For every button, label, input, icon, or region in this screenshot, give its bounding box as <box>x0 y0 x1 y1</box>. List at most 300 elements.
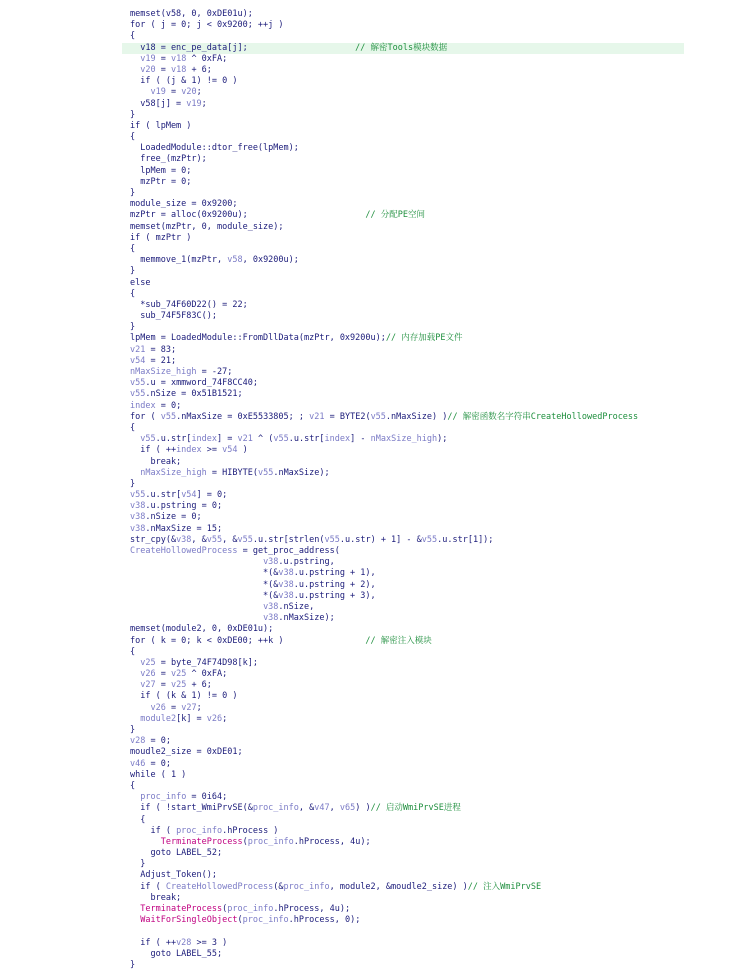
code-line[interactable] <box>0 199 744 210</box>
code-line[interactable] <box>0 870 744 881</box>
variable-token: v38 <box>130 523 146 534</box>
code-text: while ( 1 ) <box>130 769 187 780</box>
code-line[interactable] <box>0 54 744 65</box>
code-text <box>130 557 263 567</box>
variable-token: v55 <box>160 411 177 422</box>
code-line[interactable] <box>0 893 744 904</box>
code-text: = 0; <box>145 758 171 769</box>
variable-token: v38 <box>130 501 146 512</box>
code-text: ; <box>196 87 202 98</box>
variable-token: v18 <box>170 53 187 64</box>
code-text: v58[j] = <box>130 98 187 109</box>
code-text <box>130 904 140 914</box>
code-text: if ( mzPtr ) <box>130 232 192 243</box>
variable-token: index <box>130 400 156 411</box>
code-line[interactable] <box>0 568 744 579</box>
code-text <box>130 714 140 724</box>
code-line[interactable] <box>0 166 744 177</box>
code-line[interactable] <box>0 859 744 870</box>
variable-token: proc_info <box>140 792 187 803</box>
variable-token: v38 <box>278 568 294 579</box>
api-call-token: TerminateProcess <box>140 904 223 914</box>
code-text: { <box>130 814 146 825</box>
code-text: = byte_74F74D98[k]; <box>155 657 258 668</box>
code-line[interactable] <box>0 680 744 691</box>
code-text: .u.str[ <box>155 434 192 445</box>
code-text: ; <box>196 702 202 713</box>
variable-token: v55 <box>257 467 274 478</box>
code-text: = <box>155 680 171 691</box>
code-line[interactable] <box>0 423 744 434</box>
code-text: .u.str[1]); <box>437 534 494 545</box>
variable-token: v20 <box>181 87 197 98</box>
variable-token: v26 <box>140 669 156 680</box>
code-line[interactable] <box>0 960 744 971</box>
code-text: .nMaxSize) ) <box>385 411 448 422</box>
code-line[interactable] <box>0 20 744 31</box>
code-text: lpMem = LoadedModule::FromDllData(mzPtr, 0x9200u); <box>130 333 386 344</box>
code-text: = 21; <box>145 355 177 366</box>
variable-token: v19 <box>140 53 156 64</box>
variable-token: index <box>176 445 202 456</box>
code-line[interactable] <box>0 9 744 20</box>
comment-token: // 分配PE空间 <box>365 210 425 221</box>
code-line[interactable] <box>0 714 744 725</box>
code-text: } <box>130 322 136 333</box>
code-text <box>130 837 161 847</box>
variable-token: v55 <box>206 534 223 545</box>
code-line[interactable] <box>0 143 744 154</box>
variable-token: CreateHollowedProcess <box>130 546 238 556</box>
variable-token: index <box>191 434 218 445</box>
code-text: >= <box>201 445 223 456</box>
code-text <box>130 703 150 713</box>
variable-token: proc_info <box>227 904 274 914</box>
variable-token: v21 <box>237 434 253 445</box>
code-line[interactable] <box>0 345 744 356</box>
code-text: .u.str[ <box>288 434 325 445</box>
code-text: .u.pstring + 1), <box>293 568 376 579</box>
code-line[interactable] <box>0 703 744 714</box>
code-text <box>130 65 140 75</box>
code-line[interactable] <box>0 434 744 445</box>
code-text: { <box>130 646 136 657</box>
code-line[interactable] <box>0 647 744 658</box>
code-text: ) <box>237 445 248 456</box>
code-text: } <box>130 859 146 870</box>
code-line[interactable] <box>0 99 744 110</box>
code-text: ] - <box>350 434 371 445</box>
code-text: lpMem = 0; <box>130 165 192 176</box>
pseudocode-view[interactable] <box>0 9 744 971</box>
code-line[interactable] <box>0 524 744 535</box>
variable-token: CreateHollowedProcess <box>165 881 274 892</box>
code-text: + 6; <box>186 64 212 75</box>
code-text: ^ 0xFA; <box>186 53 228 64</box>
code-text: { <box>130 31 136 42</box>
code-line[interactable] <box>0 322 744 333</box>
code-line[interactable] <box>0 412 744 423</box>
code-text: if ( <box>130 881 166 892</box>
code-line[interactable] <box>0 747 744 758</box>
code-text: = 0i64; <box>186 792 228 803</box>
variable-token: proc_info <box>252 803 299 814</box>
code-text: for ( j = 0; j < 0x9200; ++j ) <box>130 20 284 31</box>
code-text: = 83; <box>145 344 177 355</box>
code-line[interactable] <box>0 781 744 792</box>
code-text: (& <box>273 881 284 892</box>
code-line[interactable] <box>0 557 744 568</box>
code-text: = HIBYTE( <box>206 467 258 478</box>
code-text: [k] = <box>176 713 207 724</box>
code-line[interactable] <box>0 266 744 277</box>
code-text: for ( k = 0; k < 0xDE00; ++k ) <box>130 635 366 646</box>
code-text: } <box>130 188 136 198</box>
variable-token: v28 <box>176 937 192 948</box>
code-line[interactable] <box>0 815 744 826</box>
code-line[interactable] <box>0 289 744 300</box>
code-line[interactable] <box>0 110 744 121</box>
code-line[interactable] <box>0 177 744 188</box>
variable-token: nMaxSize_high <box>130 367 197 377</box>
variable-token: v19 <box>186 98 202 109</box>
code-line[interactable] <box>0 389 744 400</box>
code-text <box>130 915 140 925</box>
code-text: = get_proc_address( <box>237 546 340 556</box>
code-line[interactable] <box>0 233 744 244</box>
code-text: *(& <box>130 579 279 590</box>
code-line[interactable] <box>0 591 744 602</box>
code-text: ( <box>242 836 248 847</box>
variable-token: v55 <box>130 378 146 389</box>
api-call-token: TerminateProcess <box>160 836 243 847</box>
variable-token: v38 <box>130 512 146 523</box>
code-line[interactable] <box>0 658 744 669</box>
variable-token: v54 <box>181 490 197 501</box>
variable-token: v55 <box>421 534 438 545</box>
code-text <box>130 658 140 668</box>
variable-token: v54 <box>222 445 238 456</box>
variable-token: v25 <box>140 657 156 668</box>
code-line[interactable] <box>0 826 744 837</box>
code-text: Adjust_Token(); <box>130 870 217 881</box>
code-text: .nMaxSize); <box>273 467 330 478</box>
variable-token: v21 <box>309 411 325 422</box>
code-text: , & <box>298 803 315 814</box>
code-text: = <box>155 53 171 64</box>
code-line[interactable] <box>0 501 744 512</box>
code-text: .nMaxSize = 0xE5533805; ; <box>176 411 310 422</box>
code-text: { <box>130 780 136 791</box>
code-text <box>130 468 140 478</box>
code-text <box>130 54 140 64</box>
code-text: = <box>155 64 171 75</box>
code-line[interactable] <box>0 602 744 613</box>
code-text: .u.str) + 1] - & <box>339 534 422 545</box>
variable-token: v58 <box>227 255 243 266</box>
code-line[interactable] <box>0 792 744 803</box>
code-line[interactable] <box>0 401 744 412</box>
code-text: = 0; <box>145 736 171 747</box>
code-text: if ( <box>130 825 177 836</box>
variable-token: v26 <box>150 702 166 713</box>
code-text: .nMaxSize); <box>278 613 335 624</box>
code-text <box>130 434 140 444</box>
code-text: >= 3 ) <box>191 937 228 948</box>
code-text: ; <box>201 98 207 109</box>
variable-token: v55 <box>324 534 340 545</box>
code-text: if ( (k & 1) != 0 ) <box>130 691 238 702</box>
code-line[interactable] <box>0 837 744 848</box>
code-text: .u.pstring + 2), <box>293 579 376 590</box>
variable-token: v55 <box>130 490 146 501</box>
variable-token: v55 <box>130 389 146 400</box>
code-text: = 0; <box>155 400 182 411</box>
code-text: = <box>155 669 171 680</box>
variable-token: v38 <box>278 579 294 590</box>
code-text: if ( ++ <box>130 445 177 456</box>
code-line[interactable] <box>0 278 744 289</box>
code-text: memset(v58, 0, 0xDE01u); <box>130 9 253 19</box>
code-text: = <box>165 87 182 98</box>
code-line[interactable] <box>0 378 744 389</box>
code-text: ( <box>237 915 243 926</box>
code-text: break; <box>130 892 182 903</box>
variable-token: v26 <box>206 713 223 724</box>
code-line[interactable] <box>0 31 744 42</box>
code-text: free_(mzPtr); <box>130 154 207 165</box>
code-line[interactable] <box>0 333 744 344</box>
code-text <box>130 792 140 802</box>
variable-token: v38 <box>278 590 294 601</box>
comment-token: // 启动WmiPrvSE进程 <box>370 803 461 814</box>
code-line[interactable] <box>0 479 744 490</box>
code-line[interactable] <box>0 546 744 557</box>
code-line[interactable] <box>0 87 744 98</box>
code-text: .nSize = 0x51B1521; <box>145 389 243 400</box>
variable-token: proc_info <box>283 881 330 892</box>
variable-token: v27 <box>140 680 156 691</box>
code-text: .hProcess ) <box>222 825 279 836</box>
code-line[interactable] <box>0 613 744 624</box>
code-line[interactable] <box>0 65 744 76</box>
variable-token: v55 <box>237 534 253 545</box>
variable-token: v47 <box>314 803 330 814</box>
code-line[interactable] <box>0 938 744 949</box>
code-text: memmove_1(mzPtr, <box>130 255 228 266</box>
code-text: str_cpy(& <box>130 534 177 545</box>
code-text: moudle2_size = 0xDE01; <box>130 747 243 758</box>
code-text: .nSize, <box>278 601 315 612</box>
code-text: ] = 0; <box>196 490 228 501</box>
code-line[interactable] <box>0 915 744 926</box>
code-line[interactable] <box>0 244 744 255</box>
code-text: LoadedModule::dtor_free(lpMem); <box>130 143 299 154</box>
code-line[interactable] <box>0 255 744 266</box>
code-line[interactable] <box>0 300 744 311</box>
code-line[interactable] <box>0 210 744 221</box>
code-text: { <box>130 132 136 143</box>
code-text: } <box>130 109 136 120</box>
variable-token: v54 <box>130 355 146 366</box>
code-text: if ( !start_WmiPrvSE(& <box>130 803 253 814</box>
comment-token: // 解密函数名字符串CreateHollowedProcess <box>447 411 639 422</box>
code-text: ) ) <box>355 803 371 814</box>
code-text: .nSize = 0; <box>145 512 202 523</box>
code-text: memset(mzPtr, 0, module_size); <box>130 221 284 232</box>
code-line[interactable] <box>0 725 744 736</box>
code-text: , 0x9200u); <box>242 255 299 266</box>
code-line[interactable] <box>0 512 744 523</box>
variable-token: v28 <box>130 736 146 747</box>
code-text: mzPtr = alloc(0x9200u); <box>130 210 366 221</box>
code-line[interactable] <box>0 691 744 702</box>
code-line[interactable] <box>0 949 744 960</box>
code-text: for ( <box>130 411 161 422</box>
code-line[interactable] <box>0 222 744 233</box>
variable-token: nMaxSize_high <box>370 434 438 445</box>
code-text: .u.str[ <box>145 490 182 501</box>
code-line[interactable] <box>0 76 744 87</box>
code-line[interactable] <box>0 882 744 893</box>
variable-token: v20 <box>140 64 156 75</box>
code-text <box>130 680 140 690</box>
variable-token: proc_info <box>176 825 223 836</box>
variable-token: proc_info <box>247 836 294 847</box>
code-text: .nMaxSize = 15; <box>145 523 223 534</box>
code-text: sub_74F5F83C(); <box>130 311 217 322</box>
code-text: } <box>130 959 136 970</box>
variable-token: v21 <box>130 344 146 355</box>
code-text: { <box>130 288 136 299</box>
code-text: goto LABEL_52; <box>130 848 223 859</box>
variable-token: v55 <box>140 434 156 445</box>
code-text: } <box>130 725 136 735</box>
code-text: { <box>130 422 136 433</box>
code-line[interactable] <box>0 636 744 647</box>
variable-token: v55 <box>273 434 289 445</box>
variable-token: v27 <box>181 702 197 713</box>
variable-token: proc_info <box>242 915 289 926</box>
code-text <box>130 669 140 679</box>
code-line[interactable] <box>0 121 744 132</box>
code-text: ; <box>222 713 228 724</box>
code-text: .u.str[strlen( <box>252 534 325 545</box>
code-line[interactable] <box>0 770 744 781</box>
code-text: .u = xmmword_74F8CC40; <box>145 378 258 389</box>
variable-token: v65 <box>339 803 356 814</box>
code-line[interactable] <box>0 535 744 546</box>
code-text: ( <box>222 904 228 914</box>
comment-token: // 解密注入模块 <box>365 635 432 646</box>
variable-token: v38 <box>176 534 192 545</box>
code-line[interactable] <box>0 580 744 591</box>
code-text: , & <box>191 534 207 545</box>
code-text: } <box>130 478 136 489</box>
code-text: .hProcess, 4u); <box>293 836 371 847</box>
code-line[interactable] <box>0 904 744 915</box>
code-text: goto LABEL_55; <box>130 948 223 959</box>
code-text: .hProcess, 4u); <box>273 904 351 914</box>
code-text: if ( ++ <box>130 937 177 948</box>
code-text <box>130 613 263 623</box>
variable-token: v38 <box>263 601 279 612</box>
code-line[interactable] <box>0 736 744 747</box>
code-text <box>130 87 150 97</box>
variable-token: v18 <box>170 64 187 75</box>
code-text: ^ ( <box>252 434 274 445</box>
variable-token: v38 <box>263 613 279 624</box>
code-text: = -27; <box>196 367 233 377</box>
variable-token: v25 <box>170 669 187 680</box>
code-text: , & <box>222 534 238 545</box>
code-line[interactable] <box>0 188 744 199</box>
variable-token: module2 <box>140 713 177 724</box>
code-line[interactable] <box>0 367 744 378</box>
code-text: } <box>130 266 136 277</box>
code-text: ^ 0xFA; <box>186 669 228 680</box>
api-call-token: WaitForSingleObject <box>140 915 238 926</box>
code-text: { <box>130 243 136 254</box>
code-line[interactable] <box>0 490 744 501</box>
code-text: .hProcess, 0); <box>288 915 361 926</box>
code-line[interactable] <box>0 669 744 680</box>
code-text: else <box>130 277 151 288</box>
code-text: .u.pstring + 3), <box>293 590 376 601</box>
code-text: *(& <box>130 568 279 579</box>
code-text: break; <box>130 456 182 467</box>
code-text: = <box>165 702 182 713</box>
code-text: if ( lpMem ) <box>130 120 192 131</box>
code-text: if ( (j & 1) != 0 ) <box>130 76 238 87</box>
code-line[interactable] <box>0 848 744 859</box>
code-line[interactable] <box>0 468 744 479</box>
code-line-highlighted[interactable] <box>122 43 684 54</box>
code-text <box>130 602 263 612</box>
code-text: .u.pstring, <box>278 557 335 568</box>
comment-token: // 注入WmiPrvSE <box>467 881 542 892</box>
code-text: ] = <box>217 434 238 445</box>
code-line[interactable] <box>0 154 744 165</box>
code-line[interactable] <box>0 624 744 635</box>
code-line[interactable] <box>0 445 744 456</box>
code-line[interactable] <box>0 457 744 468</box>
variable-token: nMaxSize_high <box>140 467 207 478</box>
variable-token: v46 <box>130 758 146 769</box>
code-line[interactable] <box>0 311 744 322</box>
variable-token: v55 <box>370 411 386 422</box>
variable-token: v25 <box>170 680 187 691</box>
variable-token: v19 <box>150 87 166 98</box>
code-text: , <box>329 803 340 814</box>
code-line[interactable] <box>0 926 744 937</box>
code-text: mzPtr = 0; <box>130 176 192 187</box>
code-text: *(& <box>130 590 279 601</box>
variable-token: v38 <box>263 557 279 568</box>
code-line[interactable] <box>0 356 744 367</box>
code-text: module_size = 0x9200; <box>130 199 238 210</box>
comment-token: // 解密Tools模块数据 <box>355 42 448 53</box>
code-line[interactable] <box>0 132 744 143</box>
code-text: *sub_74F60D22() = 22; <box>130 299 248 310</box>
comment-token: // 内存加载PE文件 <box>385 333 463 344</box>
code-line[interactable] <box>0 759 744 770</box>
code-text: v18 = enc_pe_data[j]; <box>130 42 356 53</box>
code-text: ); <box>437 434 448 445</box>
code-line[interactable] <box>0 803 744 814</box>
code-text: memset(module2, 0, 0xDE01u); <box>130 624 274 635</box>
code-text: .u.pstring = 0; <box>145 501 223 512</box>
